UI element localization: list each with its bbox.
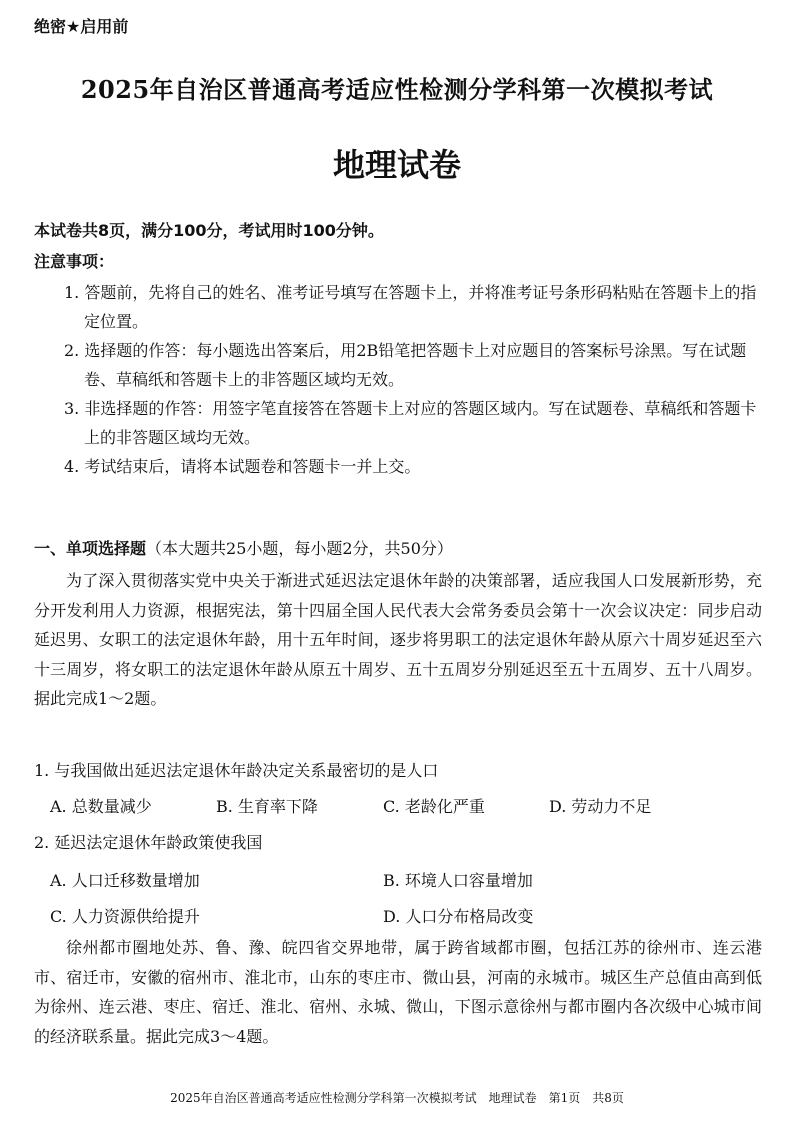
passage-retirement: 为了深入贯彻落实党中央关于渐进式延迟法定退休年龄的决策部署，适应我国人口发展新形势，充分开发利用人力资源，根据宪法，第十四届全国人民代表大会常务委员会第十一次会议决定：同步启动延迟男、女职工的法定退休年龄，用十五年时间，逐步将男职工的法定退休年龄从原六十周岁延迟至六十三周岁，将女职工的法定退休年龄从原五十周岁、五十五周岁分别延迟至五十五周岁、五十八周岁。据此完成1～2题。 — [34, 571, 762, 708]
passage-xuzhou: 徐州都市圈地处苏、鲁、豫、皖四省交界地带，属于跨省域都市圈，包括江苏的徐州市、连云港市、宿迁市，安徽的宿州市、淮北市，山东的枣庄市、微山县，河南的永城市。城区生产总值由高到低为徐州、连云港、枣庄、宿迁、淮北、宿州、永城、微山，下图示意徐州与都市圈内各次级中心城市间的经济联系量。据此完成3～4题。 — [34, 938, 762, 1046]
question-2-stem: 2. 延迟法定退休年龄政策使我国 — [34, 833, 263, 852]
confidential-label: 绝密★启用前 — [34, 17, 129, 36]
q2-option-d: D. 人口分布格局改变 — [383, 907, 534, 926]
q2-option-b: B. 环境人口容量增加 — [383, 871, 533, 890]
note-item: 3. 非选择题的作答：用签字笔直接答在答题卡上对应的答题区域内。写在试题卷、草稿纸和答题卡上的非答题区域均无效。 — [64, 399, 757, 447]
page-footer: 2025年自治区普通高考适应性检测分学科第一次模拟考试 地理试卷 第1页 共8页 — [170, 1091, 624, 1105]
notes-list — [64, 278, 764, 481]
section-heading — [34, 536, 453, 559]
note-item: 4. 考试结束后，请将本试题卷和答题卡一并上交。 — [64, 457, 421, 476]
q1-option-d: D. 劳动力不足 — [549, 797, 652, 816]
q2-option-c: C. 人力资源供给提升 — [50, 907, 200, 926]
note-item: 1. 答题前，先将自己的姓名、准考证号填写在答题卡上，并将准考证号条形码粘贴在答题卡上的指定位置。 — [64, 283, 757, 331]
q2-option-a: A. 人口迁移数量增加 — [50, 871, 200, 890]
exam-title: 2025年自治区普通高考适应性检测分学科第一次模拟考试 — [80, 75, 714, 104]
subject-title: 地理试卷 — [332, 146, 461, 184]
notes-heading: 注意事项： — [34, 252, 115, 271]
note-item: 2. 选择题的作答：每小题选出答案后，用2B铅笔把答题卡上对应题目的答案标号涂黑。写在试题卷、草稿纸和答题卡上的非答题区域均无效。 — [64, 341, 747, 389]
q1-option-a: A. 总数量减少 — [50, 797, 152, 816]
exam-info: 本试卷共8页，满分100分，考试用时100分钟。 — [34, 221, 384, 240]
question-1-stem: 1. 与我国做出延迟法定退休年龄决定关系最密切的是人口 — [34, 761, 439, 780]
q1-option-b: B. 生育率下降 — [216, 797, 318, 816]
section-title: 一、单项选择题 — [34, 539, 147, 558]
section-description: （本大题共25小题，每小题2分，共50分） — [146, 539, 453, 558]
q1-option-c: C. 老龄化严重 — [383, 797, 485, 816]
